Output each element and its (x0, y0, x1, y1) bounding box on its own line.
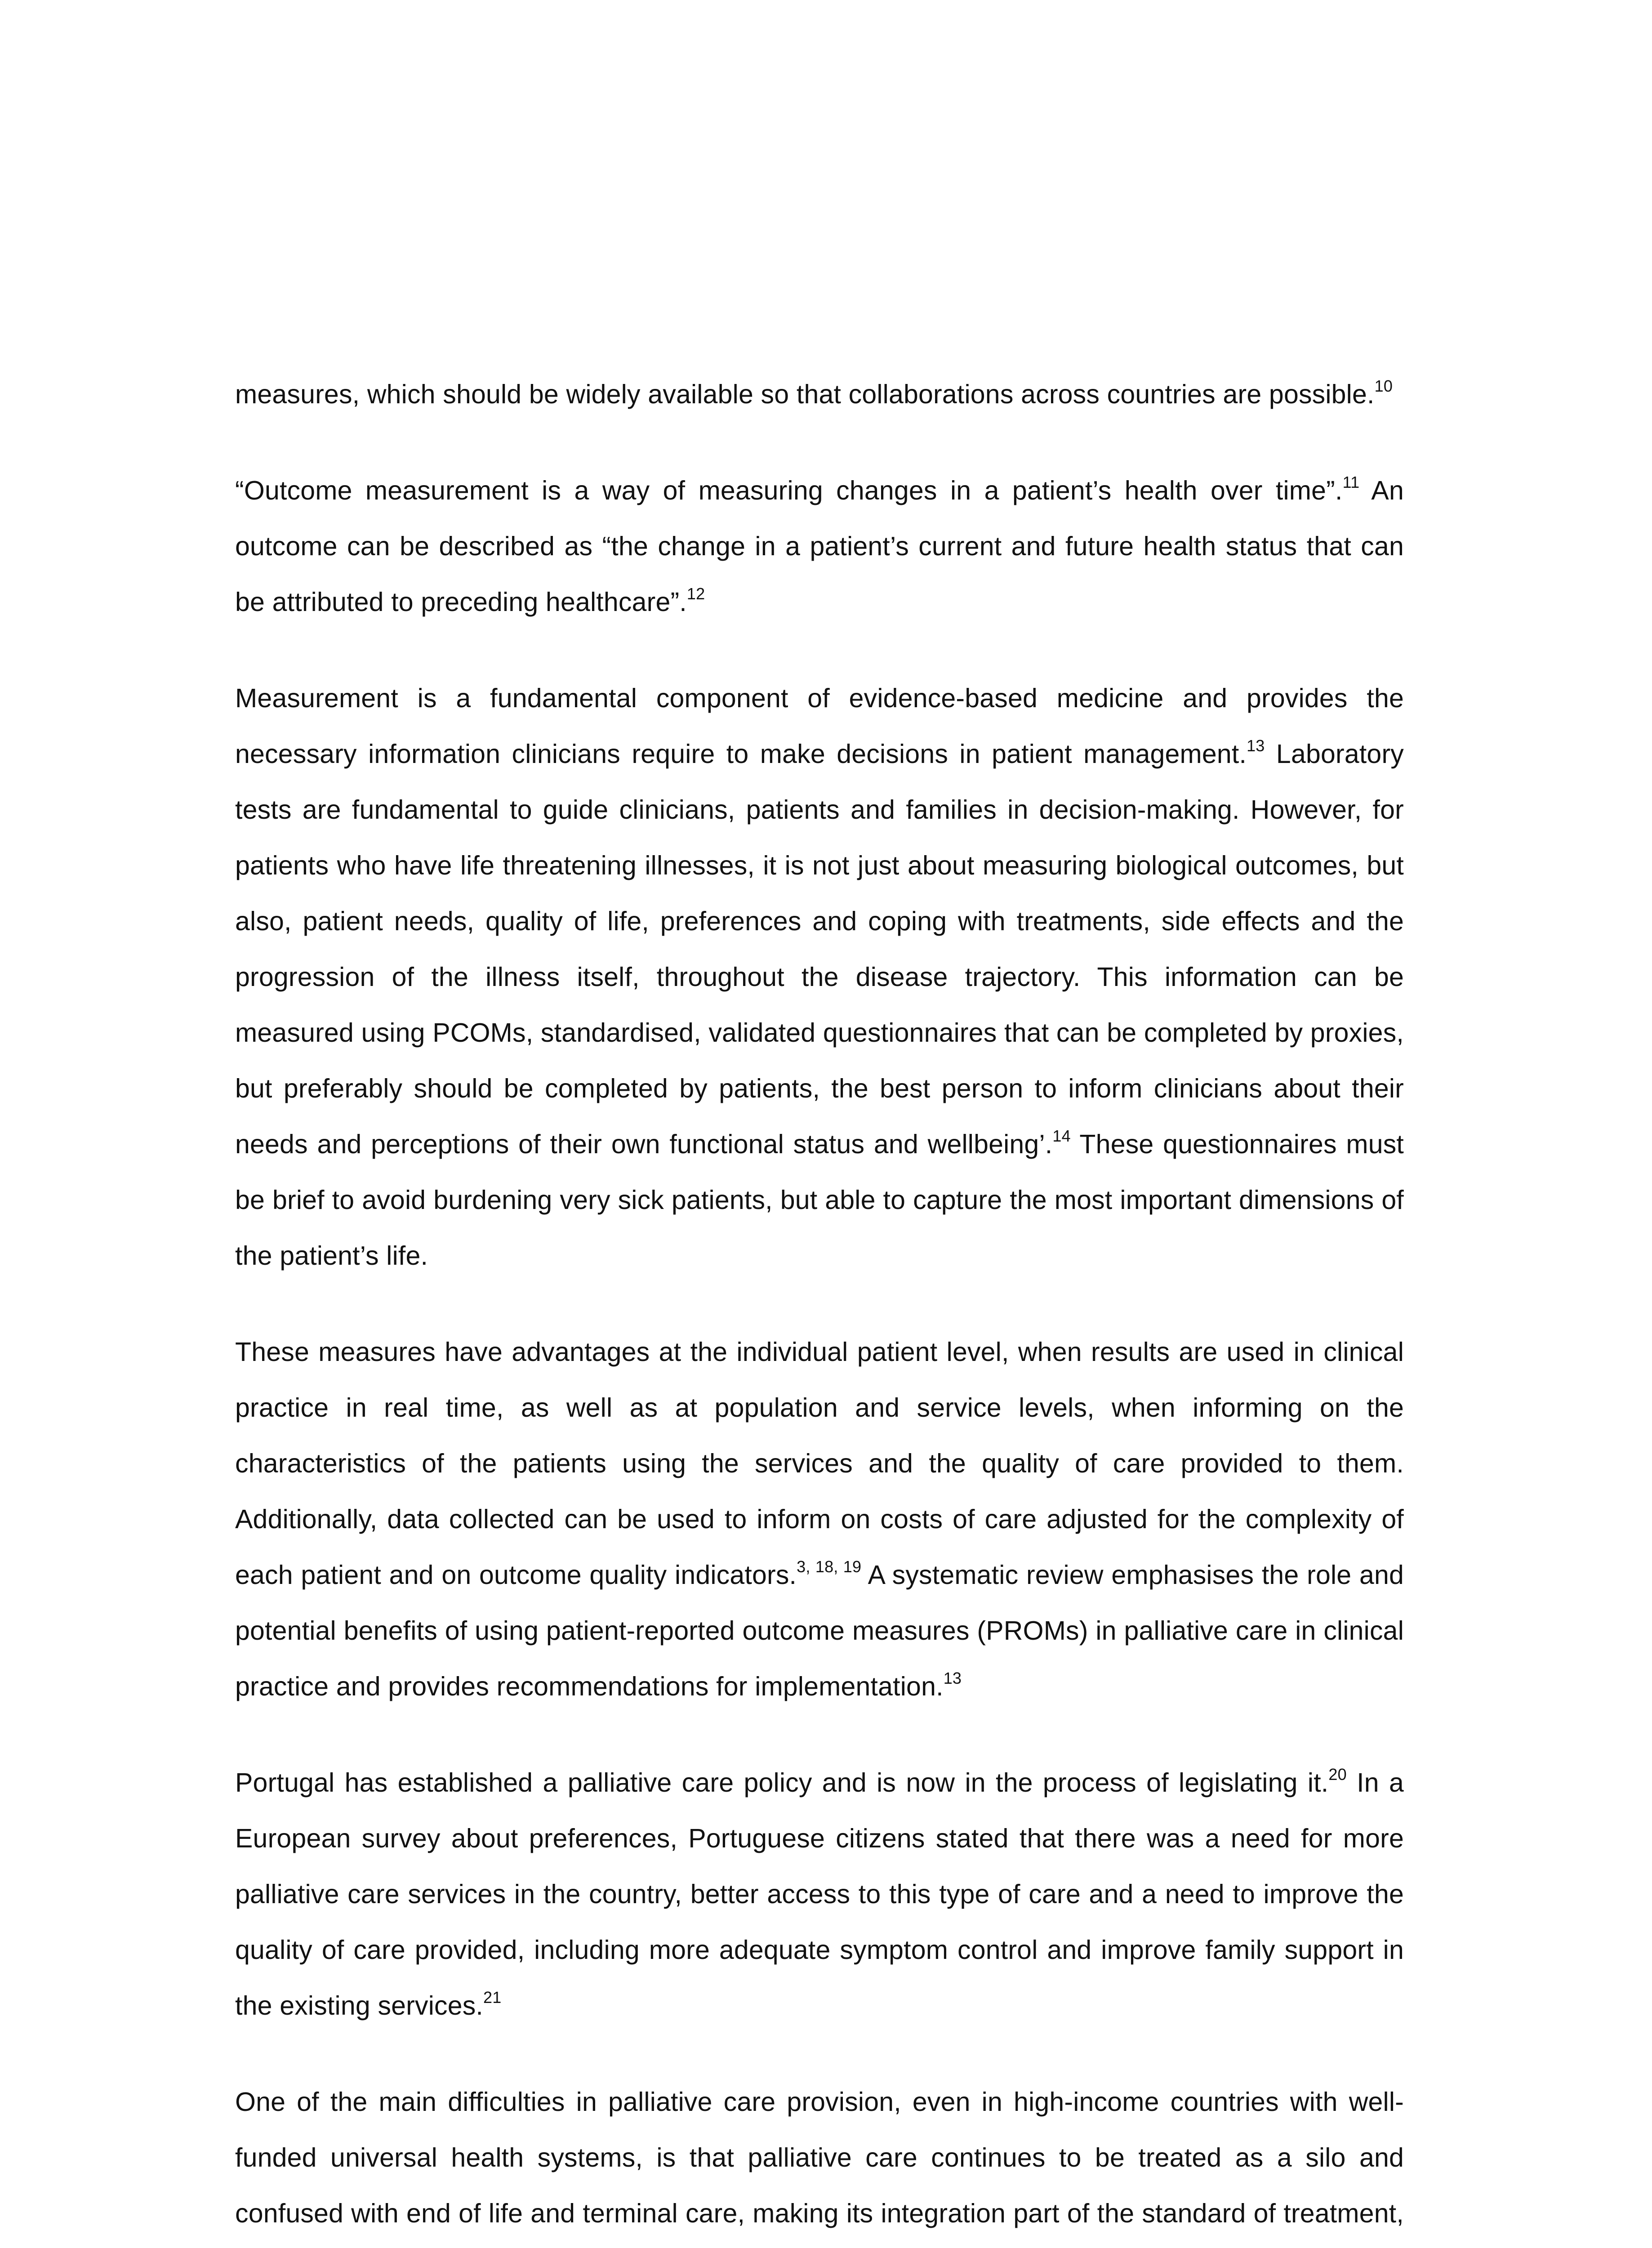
citation-superscript: 10 (1374, 377, 1393, 395)
paragraph-text: Laboratory tests are fundamental to guide clinicians, patients and families in decision-making. However, for patients who have life threatening illnesses, it is not just about measuring biological outcomes, but also, patient needs, quality of life, preferences and coping with treatments, side effects and the progression of the illness itself, throughout the disease trajectory. This information can be measured using PCOMs, standardised, validated questionnaires that can be completed by proxies, but preferably should be completed by patients, the best person to inform clinicians about their needs and perceptions of their own functional status and wellbeing’. (235, 739, 1404, 1159)
citation-superscript: 21 (483, 1988, 502, 2007)
paragraph-text: One of the main difficulties in palliative care provision, even in high-income countries with well-funded universal health systems, is that palliative care continues to be treated as a silo and confused with end of life and terminal care, making its integration part of the standard of treatment, (235, 2087, 1404, 2228)
paragraph-text: Portugal has established a palliative care policy and is now in the process of legislating it. (235, 1768, 1329, 1798)
citation-superscript: 3, 18, 19 (797, 1557, 862, 1576)
paragraph (235, 1324, 1404, 1714)
paragraph-text: An outcome can be described as “the change in a patient’s current and future health status that can be attributed to preceding healthcare”. (235, 476, 1404, 617)
paragraph-text: These questionnaires must be brief to avoid burdening very sick patients, but able to capture the most important dimensions of the patient’s life. (235, 1129, 1404, 1271)
citation-superscript: 11 (1342, 473, 1360, 491)
citation-superscript: 20 (1328, 1765, 1347, 1784)
paragraph (235, 1755, 1404, 2034)
citation-superscript: 13 (943, 1669, 962, 1687)
paragraph-text: These measures have advantages at the individual patient level, when results are used in clinical practice in real time, as well as at population and service levels, when informing on the characteristics of the patients using the services and the quality of care provided to them. Additionally, data collected can be used to inform on costs of care adjusted for the complexity of each patient and on outcome quality indicators. (235, 1337, 1404, 1590)
citation-superscript: 12 (686, 584, 705, 603)
paragraph-text: measures, which should be widely available so that collaborations across countries are possible. (235, 379, 1375, 409)
paragraph (235, 463, 1404, 630)
paragraph-text: “Outcome measurement is a way of measuring changes in a patient’s health over time”. (235, 476, 1343, 505)
paragraph-text: In a European survey about preferences, Portuguese citizens stated that there was a need for more palliative care services in the country, better access to this type of care and a need to improve the quality of care provided, including more adequate symptom control and improve family support in the existing services. (235, 1768, 1404, 2021)
citation-superscript: 14 (1052, 1127, 1071, 1145)
paragraph-text: Measurement is a fundamental component of evidence-based medicine and provides the necessary information clinicians require to make decisions in patient management. (235, 683, 1404, 769)
body-text (235, 366, 1404, 2248)
paragraph (235, 2074, 1404, 2248)
paragraph (235, 670, 1404, 1284)
paragraph-text: A systematic review emphasises the role and potential benefits of using patient-reported outcome measures (PROMs) in palliative care in clinical practice and provides recommendations for implementation. (235, 1560, 1404, 1701)
citation-superscript: 13 (1247, 736, 1265, 755)
paragraph (235, 366, 1404, 422)
